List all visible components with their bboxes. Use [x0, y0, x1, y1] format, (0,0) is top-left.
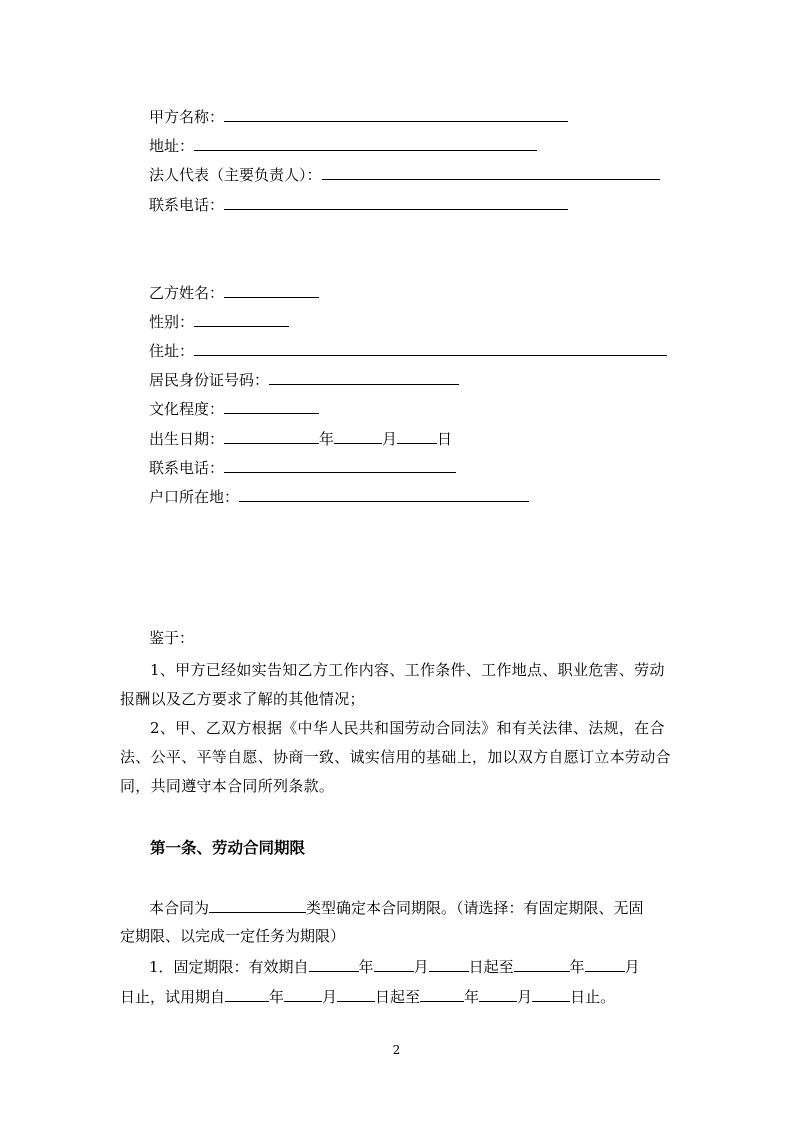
party-b-id-label: 居民身份证号码： [149, 371, 270, 389]
probation-end-year-unit: 年 [464, 988, 480, 1006]
party-b-birth-label: 出生日期： [149, 430, 225, 448]
party-b-hukou-blank[interactable] [239, 484, 529, 502]
party-a-address-row [149, 133, 537, 155]
term-end-month-unit: 月 [624, 958, 640, 976]
term-end-month-blank[interactable] [585, 954, 625, 972]
probation-end-day-blank[interactable] [532, 984, 570, 1002]
term-start-month-unit: 月 [413, 958, 429, 976]
party-b-phone-row [149, 455, 456, 477]
contract-type-blank[interactable] [209, 895, 306, 913]
party-a-address-label: 地址： [149, 137, 195, 155]
party-a-name-blank[interactable] [224, 104, 568, 122]
party-b-education-label: 文化程度： [149, 400, 225, 418]
party-b-gender-blank[interactable] [194, 309, 289, 327]
party-a-phone-label: 联系电话： [149, 196, 225, 214]
probation-start-day-blank[interactable] [337, 984, 375, 1002]
party-b-address-row [149, 338, 667, 360]
party-b-id-blank[interactable] [269, 367, 459, 385]
party-a-name-row [149, 104, 568, 126]
birth-day-blank[interactable] [397, 426, 437, 444]
article-1-title: 第一条、劳动合同期限 [150, 838, 306, 857]
term-from-to: 日起至 [468, 958, 514, 976]
party-b-name-row [149, 280, 319, 302]
article-1-p1-line2: 定期限、以完成一定任务为期限） [120, 927, 346, 945]
probation-from-to: 日起至 [375, 988, 421, 1006]
probation-end-month-blank[interactable] [479, 984, 517, 1002]
party-b-hukou-label: 户口所在地： [149, 488, 240, 506]
party-b-name-label: 乙方姓名： [149, 284, 225, 302]
party-a-rep-row [149, 162, 660, 184]
term-start-year-blank[interactable] [309, 954, 359, 972]
contract-type-prefix: 本合同为 [149, 899, 210, 917]
term-end-year-unit: 年 [569, 958, 585, 976]
probation-start-year-blank[interactable] [225, 984, 269, 1002]
party-b-education-row [149, 396, 319, 418]
whereas-item-2: 2、甲、乙双方根据《中华人民共和国劳动合同法》和有关法律、法规，在合法、公平、平等自愿、协商一致、诚实信用的基础上，加以双方自愿订立本劳动合同，共同遵守本合同所列条款。 [120, 719, 671, 795]
party-b-phone-label: 联系电话： [149, 459, 225, 477]
party-a-rep-blank[interactable] [322, 162, 660, 180]
party-b-name-blank[interactable] [224, 280, 319, 298]
article-1-p2-line1 [149, 954, 640, 976]
whereas-title: 鉴于： [149, 629, 195, 647]
party-b-id-row [149, 367, 459, 389]
party-b-hukou-row [149, 484, 529, 506]
birth-year-blank[interactable] [224, 426, 319, 444]
party-b-address-blank[interactable] [194, 338, 667, 356]
probation-suffix: 日止。 [570, 988, 616, 1006]
party-a-name-label: 甲方名称： [149, 108, 225, 126]
article-1-p2-line2 [120, 984, 615, 1006]
whereas-item-1: 1、甲方已经如实告知乙方工作内容、工作条件、工作地点、职业危害、劳动报酬以及乙方要求了解的其他情况； [120, 661, 665, 708]
probation-start-month-unit: 月 [322, 988, 338, 1006]
term-start-year-unit: 年 [358, 958, 374, 976]
term-start-day-blank[interactable] [429, 954, 469, 972]
party-a-rep-label: 法人代表（主要负责人）： [149, 166, 322, 184]
party-a-phone-blank[interactable] [224, 192, 568, 210]
probation-end-year-blank[interactable] [420, 984, 464, 1002]
probation-end-month-unit: 月 [517, 988, 533, 1006]
birth-month-unit: 月 [382, 430, 398, 448]
probation-prefix: 日止，试用期自 [120, 988, 226, 1006]
probation-start-month-blank[interactable] [284, 984, 322, 1002]
term-end-year-blank[interactable] [514, 954, 570, 972]
probation-start-year-unit: 年 [269, 988, 285, 1006]
fixed-term-prefix: 1．固定期限：有效期自 [149, 958, 309, 976]
article-1-p1-line1 [149, 895, 644, 917]
page-number: 2 [392, 1043, 401, 1057]
party-b-gender-label: 性别： [149, 313, 195, 331]
party-b-phone-blank[interactable] [224, 455, 456, 473]
contract-type-suffix: 类型确定本合同期限。（请选择：有固定期限、无固 [306, 899, 644, 917]
party-b-birth-row [149, 426, 452, 448]
birth-day-unit: 日 [437, 430, 453, 448]
party-b-education-blank[interactable] [224, 396, 319, 414]
party-a-address-blank[interactable] [194, 133, 537, 151]
birth-year-unit: 年 [319, 430, 335, 448]
party-b-address-label: 住址： [149, 342, 195, 360]
term-start-month-blank[interactable] [374, 954, 414, 972]
party-a-phone-row [149, 192, 568, 214]
birth-month-blank[interactable] [334, 426, 382, 444]
party-b-gender-row [149, 309, 289, 331]
